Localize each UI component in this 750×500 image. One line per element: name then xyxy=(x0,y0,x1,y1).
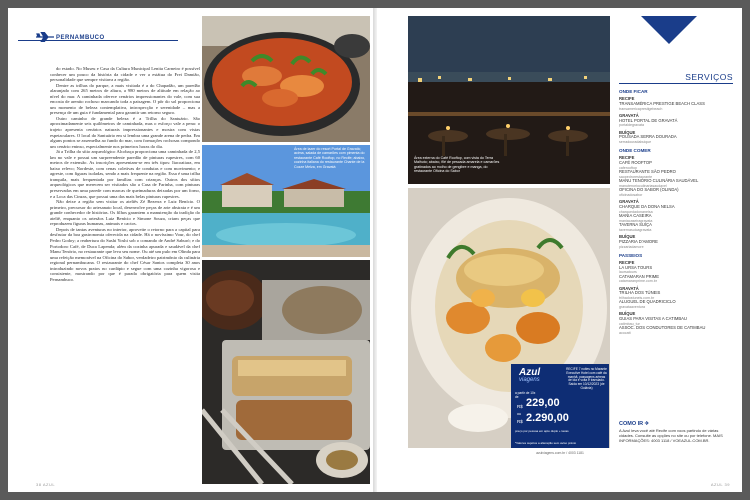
services-category: PASSEIOS xyxy=(619,252,643,258)
photo-grilled-dish xyxy=(202,260,370,484)
promo-installment-price: 229,00 xyxy=(526,397,560,409)
services-handle[interactable]: manutenorioculinariasaudavel xyxy=(619,183,667,188)
article-paragraph: Outro caminho de grande beleza é a Trilha do Santuário. São aproximadamente seis quilômetros de caminhada, mas o esforço vale a pena: o trajeto apresenta cenários naturais impressionantes e mostra com vistas espetaculares. O local do Santuário em si lembra uma grande arena de pedra. Em alguns pontos se assemelha ao fundo do mar, com formações rochosas compondo um cenário eninso, especialmente nos primeiros horas do dia. xyxy=(50,115,200,149)
promo-details: RECIFE 7 noites no Marante Executive Hotel com café da manhã, passagens aéreas de ida e volta e translado. Saída em 10/12/2023 (de Goiânia) xyxy=(566,367,607,390)
services-category: ONDE COMER xyxy=(619,148,651,154)
services-place: LA URSA TOURS xyxy=(619,264,653,270)
promo-or: ou xyxy=(517,412,521,416)
services-handle[interactable]: caferooftop xyxy=(619,165,637,170)
photo-caption: Área externa do Café Rooftop, com vista do Terra Malhuto; abaixo, filé de pescada amarela e camarões gratinados ao molho de gengibre e manga, do restaurante Oficina do Sabor xyxy=(414,156,500,174)
services-place: ALUGUEL DE QUADRICICLO xyxy=(619,299,676,305)
magazine-spread xyxy=(8,8,742,492)
airplane-icon: ✈ xyxy=(644,421,650,427)
como-ir-title xyxy=(619,421,733,427)
services-place: OFICINA DO SABOR (OLINDA) xyxy=(619,187,679,193)
services-place: HOTEL PORTAL DE GRAVATÁ xyxy=(619,117,678,123)
spine-gutter xyxy=(373,8,377,492)
article-paragraph: Já a Trilha do sítio arqueológico Alcobaça proporciona uma caminhada de 2,5 km no vale e possui um surpreendente paredão de pinturas rupestres, com 60 metros de extensão. As inscrições apresentam-se em três tipos: Itacoatiara, em baixo relevo; Nordeste, com cenas coletivas de condutas e com movimento; e agreste, com figuras isoladas, sendo a mais frequente na região. Essa é uma trilha tranquila, mais frequentada por famílias com crianças. Outros dos sítios arqueológicos que merecem ser visitados são a Casa de Farinha, com pinturas preservadas em uma parede com marcas de queimaduras deixadas por um forno, e a Loca das Cinzas, que possui uma das mais belas pinturas rupestres. xyxy=(50,149,200,199)
services-city: RECIFE xyxy=(619,259,635,265)
services-handle[interactable]: portaldegravata xyxy=(619,123,644,128)
services-place: RESTAURANTE SÃO PEDRO xyxy=(619,169,676,175)
page-number-right: AZUL 39 xyxy=(710,482,730,487)
services-city: RECIFE xyxy=(619,155,635,161)
services-title: SERVIÇOS xyxy=(685,72,733,82)
article-paragraph: Não deixe a região sem visitar os ateliês Zé Bezerra e Luiz Benício. O primeiro, precursor do artesanato local, desenvolve peças de arte abstrata e é um grande conhecedor de histórias. Os filhos garantem a manutenção da tradição do ateliê, enquanto os artesãos Luiz Benício e Simone Souza, criam peças que reproduzem figuras humanas, animais e cactos. xyxy=(50,199,200,227)
services-handle[interactable]: catamaranprime.com.br xyxy=(619,279,657,284)
services-handle[interactable]: gravataaventura xyxy=(619,305,645,310)
services-place: MANU TENÓRIO CULINÁRIA SAUDÁVEL xyxy=(619,178,699,184)
services-place: TRANSAMÉRICA PRESTIGE BEACH CLASS xyxy=(619,100,705,106)
services-handle[interactable]: transamericaprestigebeach xyxy=(619,106,663,111)
services-handle[interactable]: maniacaseiragravata xyxy=(619,218,653,223)
article-body xyxy=(50,66,200,464)
services-city: GRAVATÁ xyxy=(619,199,639,205)
services-handle[interactable]: charquedadonanelsa xyxy=(619,209,653,214)
services-place: PIZZARIA D'AMORE xyxy=(619,238,658,244)
photo-cafe-rooftop xyxy=(408,16,610,184)
services-rule xyxy=(619,83,733,84)
services-place: TAVERNA SUÍÇA xyxy=(619,221,652,227)
services-handle[interactable]: tavernasuicagravata xyxy=(619,227,652,232)
services-city: BUÍQUE xyxy=(619,129,636,135)
services-place: MANIA CASEIRA xyxy=(619,212,652,218)
decorative-triangle xyxy=(641,16,697,44)
services-handle[interactable]: oficinadosabor xyxy=(619,192,643,197)
promo-from-label: a partir de 10x de xyxy=(515,391,536,399)
promo-per-person: preço por pessoa em apto duplo + taxas xyxy=(515,429,569,433)
article-paragraph: do estado. No Museu e Casa da Cultura Municipal Lenita Carneiro é possível conhecer um pouco da história da cidade e ver a estátua do Frei Damião, personalidade que sempre visitava a região. xyxy=(50,66,200,83)
promo-logo-sub: viagens xyxy=(519,377,540,383)
azul-viagens-promo xyxy=(511,364,609,448)
services-city: BUÍQUE xyxy=(619,233,636,239)
photo-shrimp-salad xyxy=(202,16,370,142)
promo-disclaimer: *Valores sujeitos a alteração sem aviso prévio xyxy=(515,441,577,445)
como-ir-title-text: COMO IR xyxy=(619,421,644,427)
services-city: GRAVATÁ xyxy=(619,112,639,118)
page-number-left: 38 AZUL xyxy=(36,482,56,487)
services-handle[interactable]: acocatt xyxy=(619,330,631,335)
services-list xyxy=(619,85,733,335)
services-category: ONDE FICAR xyxy=(619,89,648,94)
services-place: POUSADA SERRA DOURADA xyxy=(619,134,677,140)
services-place: GUIAS PARA VISITAS A CATIMBAU xyxy=(619,316,687,322)
services-city: BUÍQUE xyxy=(619,311,636,317)
como-ir-text: A Azul leva você até Recife com voos partindo de várias cidades. Consulte as opções no site ou por telefone. MAIS INFORMAÇÕES: 4003 1118 / VOEAZUL.COM.BR. xyxy=(619,428,723,443)
promo-currency: R$ xyxy=(517,419,523,424)
services-handle[interactable]: pizzariadamore xyxy=(619,244,644,249)
promo-total-price: 2.290,00 xyxy=(526,412,569,424)
services-handle[interactable]: serradouradabuique xyxy=(619,140,652,145)
promo-logo: Azul xyxy=(519,367,541,378)
como-ir-box xyxy=(619,421,733,443)
services-place: ASSOC. DOS CONDUTORES DE CATIMBAU xyxy=(619,325,706,331)
services-place: TRILHA DOS TÚNEIS xyxy=(619,290,661,296)
photo-caption: Área de lazer do resort Portal de Gravatá; acima, salada de camarões com pimenta do restaurante Café Rooftop, no Recife; abaixo, cozinha italiana do restaurante Chante de la Cozze Melza, em Gravatá xyxy=(294,147,366,169)
services-handle[interactable]: saopedrorestaurante xyxy=(619,174,653,179)
services-handle[interactable]: catimbau_tur xyxy=(619,321,640,326)
services-city: RECIFE xyxy=(619,96,635,101)
services-city: GRAVATÁ xyxy=(619,285,639,291)
services-place: CATAMARAN PRIME xyxy=(619,273,660,279)
promo-currency: R$ xyxy=(517,404,523,409)
article-paragraph: Dentre as trilhas do parque, a mais visitada é a do Chapadão, um paredão alaranjado com 265 metros de altura, a 980 metros de altitude em relação ao nível do mar. A caminhada oferece cenários impressionantes do vale, com sua encosta de arenito rochoso marcando toda a paisagem. O pôr do sol proporciona um momento de beleza contemplativa, introspecção e serenidade – mas a presença de um guia é fundamental para garantir um retorno seguro. xyxy=(50,82,200,116)
section-title: PERNAMBUCO xyxy=(56,35,105,41)
services-place: CAFÉ ROOFTOP xyxy=(619,160,652,166)
photo-hotel-resort xyxy=(202,145,370,257)
article-paragraph: Depois de tantas aventuras no interior, aproveite o retorno para a capital para desfrutar da boa gastronomia oferecida na cidade. Há o novíssimo Vour, do chef Pedro Godoy; a reabertura do Sushi Yoshi sob o comando de André Saburó; e do Portodoro Café, de Duca Lapenda; além da cozinha apurada e saudável da chef Manu Tenório, no restaurante que leva seu nome. Ou até um pulo em Olinda para uma refeição memorável na Oficina do Sabor, verdadeiro patrimônio da culinária regional pernambucana. O restaurante do chef César Santos completa 30 anos introduzindo novos pratos no cardápio e segue com uma cozinha vigorosa e consistente, mostrando por que é parada obrigatória para quem visita Pernambuco. xyxy=(50,226,200,282)
promo-contact: azulviagens.com.br / 4003 1181 xyxy=(536,451,584,455)
services-place: CHARQUE DA DONA NELSA xyxy=(619,203,675,209)
services-handle[interactable]: trilhadostuneis.com.br xyxy=(619,296,655,301)
services-handle[interactable]: laursatours xyxy=(619,270,637,275)
